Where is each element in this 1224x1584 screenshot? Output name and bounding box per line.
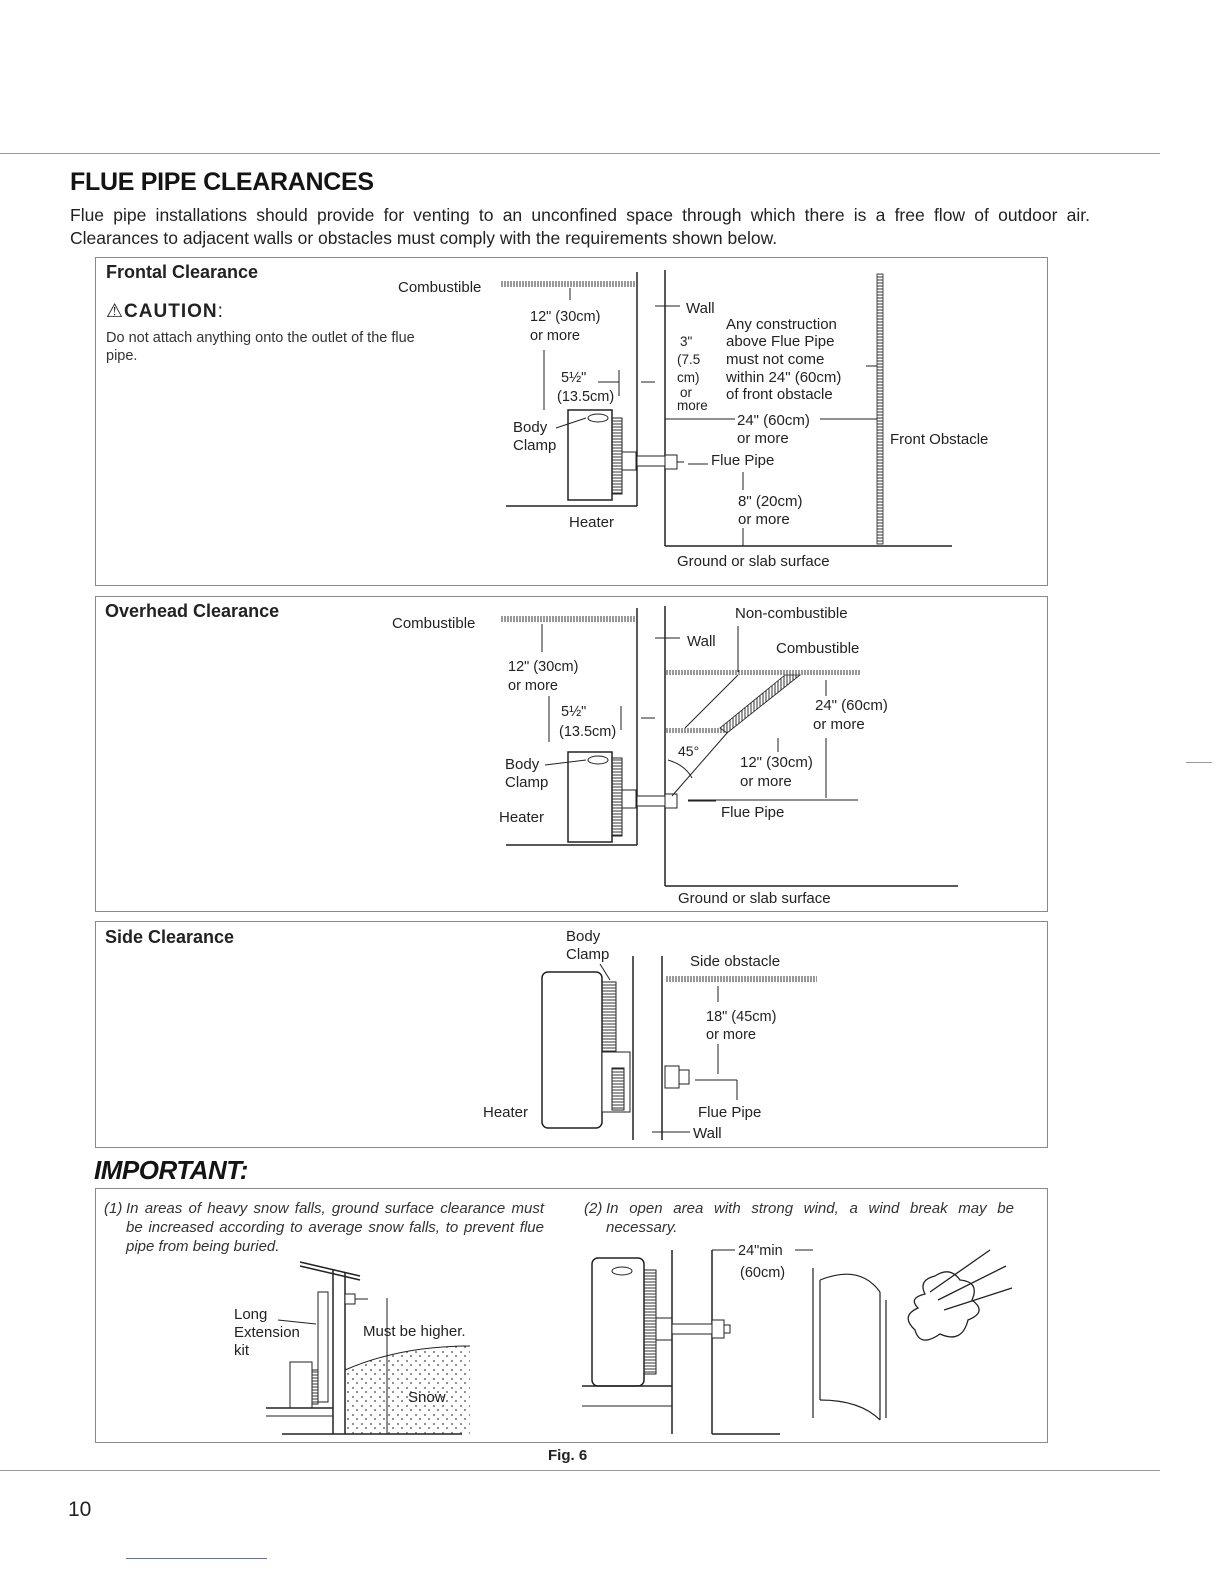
important-note-2-text: In open area with strong wind, a wind break may be necessary.	[606, 1200, 1014, 1236]
snow-extension-label: Extension	[234, 1324, 300, 1341]
frontal-flue-label: Flue Pipe	[711, 452, 775, 469]
frontal-heater-label: Heater	[569, 514, 615, 531]
overhead-combustible-left-label: Combustible	[392, 615, 476, 632]
overhead-clamp-dim-2: (13.5cm)	[559, 724, 617, 740]
frontal-clamp-dim-2: (13.5cm)	[557, 389, 615, 405]
snow-extension-pipe	[318, 1292, 328, 1402]
frontal-combustible-label: Combustible	[398, 279, 482, 296]
snow-roof-line-a	[300, 1262, 360, 1276]
overhead-12-dim-1: 12" (30cm)	[740, 754, 813, 771]
frontal-note-2: above Flue Pipe	[726, 333, 835, 350]
frontal-clearance-title: Frontal Clearance	[106, 262, 259, 282]
frontal-front-dim-2: or more	[737, 430, 789, 447]
frontal-top-dim-1: 12" (30cm)	[530, 309, 601, 325]
overhead-clamp-label: Clamp	[505, 774, 549, 791]
overhead-12-dim-2: or more	[740, 773, 792, 790]
frontal-side-dim-3: cm)	[677, 370, 700, 385]
overhead-body-label: Body	[505, 756, 540, 773]
side-dim-1: 18" (45cm)	[706, 1009, 777, 1025]
wind-heater-grille	[644, 1270, 656, 1374]
important-note-1-num: (1)	[104, 1200, 123, 1217]
side-clamp-label: Clamp	[566, 946, 610, 963]
overhead-clamp-dim-1: 5½"	[561, 704, 587, 720]
overhead-24-dim-2: or more	[813, 716, 865, 733]
snow-flue-outlet	[345, 1294, 355, 1304]
overhead-wall-label: Wall	[687, 633, 716, 650]
frontal-bottom-dim-2: or more	[738, 511, 790, 528]
frontal-note-4: within 24" (60cm)	[726, 369, 842, 386]
side-wall-label: Wall	[693, 1125, 722, 1142]
snow-roof-line-b	[300, 1266, 360, 1280]
overhead-ground-label: Ground or slab surface	[678, 890, 831, 907]
frontal-side-dim-2: (7.5	[677, 352, 701, 367]
figure-caption: Fig. 6	[548, 1447, 588, 1464]
frontal-note-5: of front obstacle	[726, 386, 833, 403]
frontal-clamp-dim-1: 5½"	[561, 370, 587, 386]
page-title: FLUE PIPE CLEARANCES	[70, 168, 374, 196]
important-note-1-text: In areas of heavy snow falls, ground surface clearance must be increased according to average snow falls, to prevent flue pipe from being buried.	[126, 1200, 544, 1255]
overhead-clearance-title: Overhead Clearance	[105, 601, 280, 621]
frontal-side-dim-5: more	[677, 398, 708, 413]
wind-exhaust-box	[656, 1318, 672, 1340]
overhead-combustible-right-label: Combustible	[776, 640, 860, 657]
snow-kit-label: kit	[234, 1342, 249, 1359]
wind-flue-outlet	[712, 1320, 724, 1338]
intro-paragraph: Flue pipe installations should provide for venting to an unconfined space through which there is a free flow of outdoor air. Clearances to adjacent walls or obstacles must comply with the requirements shown below.	[70, 205, 1090, 248]
overhead-angle-label: 45°	[678, 743, 700, 759]
overhead-top-dim-1: 12" (30cm)	[508, 659, 579, 675]
frontal-side-dim-4: or	[680, 385, 693, 400]
snow-heater-body	[290, 1362, 312, 1408]
snow-higher-label: Must be higher.	[363, 1323, 466, 1340]
important-heading: IMPORTANT:	[94, 1155, 248, 1185]
side-heater-label: Heater	[483, 1104, 529, 1121]
side-flue-label: Flue Pipe	[698, 1104, 762, 1121]
wind-dim-1: 24"min	[738, 1243, 783, 1259]
frontal-side-dim-1: 3"	[680, 334, 693, 349]
wind-dim-2: (60cm)	[740, 1265, 786, 1281]
caution-colon: :	[217, 301, 224, 322]
overhead-flue-label: Flue Pipe	[721, 804, 785, 821]
wind-break-bottom-curve	[820, 1400, 880, 1420]
frontal-top-dim-2: or more	[530, 328, 580, 344]
frontal-note-1: Any construction	[726, 316, 837, 333]
overhead-24-dim-1: 24" (60cm)	[815, 697, 888, 714]
frontal-front-dim-1: 24" (60cm)	[737, 412, 810, 429]
frontal-ground-label: Ground or slab surface	[677, 553, 830, 570]
warning-triangle-icon: ⚠	[106, 301, 125, 322]
overhead-top-dim-2: or more	[508, 678, 558, 694]
important-note-2-num: (2)	[584, 1200, 603, 1217]
frontal-wall-label: Wall	[686, 300, 715, 317]
frontal-front-obstacle-label: Front Obstacle	[890, 431, 989, 448]
side-dim-2: or more	[706, 1027, 756, 1043]
frontal-note-3: must not come	[726, 351, 825, 368]
frontal-clamp-label: Clamp	[513, 437, 557, 454]
snow-heater-grille	[312, 1370, 318, 1404]
side-body-label: Body	[566, 928, 601, 945]
wind-heater-body	[592, 1258, 644, 1386]
side-clearance-title: Side Clearance	[105, 927, 235, 947]
page-number: 10	[68, 1498, 92, 1521]
caution-text: Do not attach anything onto the outlet of the flue pipe.	[106, 330, 415, 364]
frontal-body-label: Body	[513, 419, 548, 436]
frontal-bottom-dim-1: 8" (20cm)	[738, 493, 803, 510]
side-obstacle-label: Side obstacle	[690, 953, 781, 970]
overhead-heater-label: Heater	[499, 809, 545, 826]
wind-clamp-icon	[612, 1267, 632, 1275]
wind-flue-pipe	[672, 1324, 712, 1334]
wind-break-top-curve	[820, 1274, 880, 1292]
snow-long-label: Long	[234, 1306, 268, 1323]
wind-flue-tip	[724, 1325, 730, 1333]
caution-title: CAUTION	[124, 301, 218, 322]
snow-label: Snow	[408, 1389, 446, 1406]
overhead-non-combustible-label: Non-combustible	[735, 605, 848, 622]
